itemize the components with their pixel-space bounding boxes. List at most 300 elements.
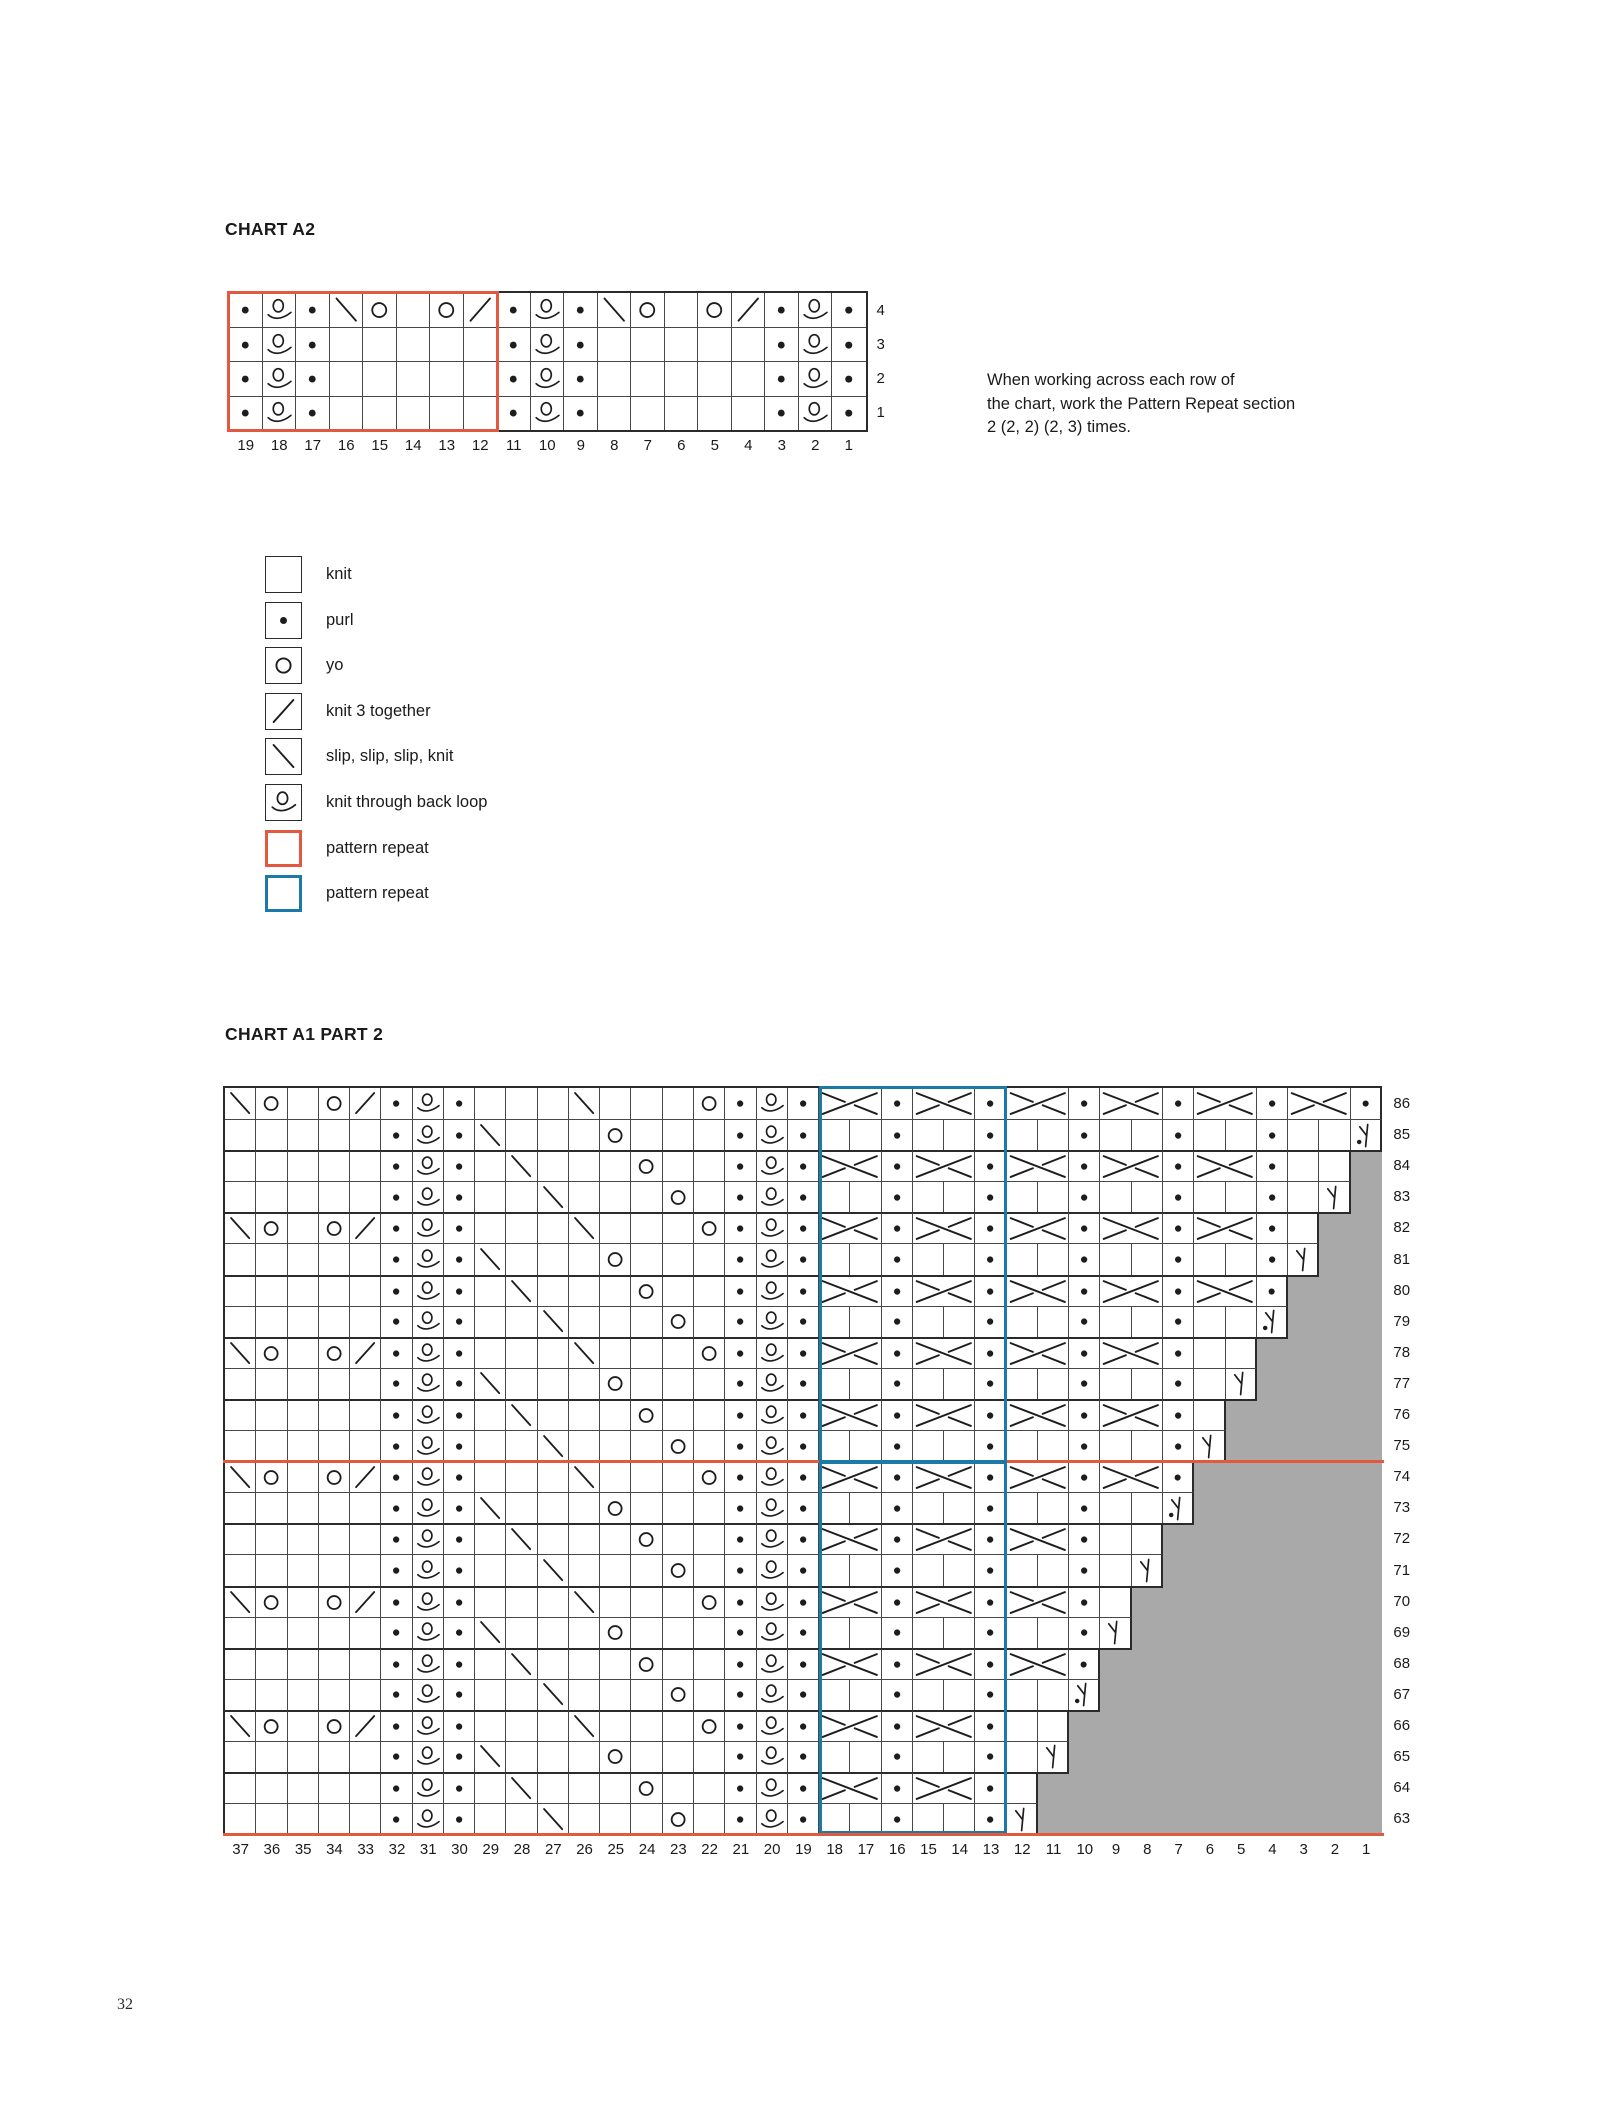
cell-knit (913, 1181, 944, 1212)
cell-purl (1163, 1430, 1194, 1461)
cell-knit (288, 1741, 319, 1772)
cell-knit (665, 293, 699, 327)
column-number: 13 (982, 1841, 1000, 1859)
chart-row-85 (225, 1119, 1382, 1150)
column-number: 14 (951, 1841, 969, 1859)
cell-knit (350, 1741, 381, 1772)
cell-knit (1319, 1119, 1350, 1150)
cell-knit (694, 1741, 725, 1772)
cell-knit (319, 1554, 350, 1585)
cell-purl (381, 1399, 412, 1430)
cell-cable-a (1100, 1150, 1163, 1181)
column-number: 24 (638, 1841, 656, 1859)
cell-purl (882, 1119, 913, 1150)
column-number: 3 (777, 436, 786, 454)
cell-sssk (538, 1679, 569, 1710)
cell-ktbl (263, 361, 297, 395)
cell-ktbl (413, 1399, 444, 1430)
row-number: 72 (1393, 1530, 1411, 1548)
row-number: 70 (1393, 1592, 1411, 1610)
cell-purl (296, 396, 330, 430)
cell-knit (288, 1119, 319, 1150)
cell-no-stitch (1163, 1803, 1194, 1834)
cell-sssk (506, 1772, 537, 1803)
cell-yo (698, 293, 732, 327)
cell-cable-a (913, 1523, 976, 1554)
cell-purl (1069, 1430, 1100, 1461)
cell-purl (788, 1523, 819, 1554)
cell-knit (1100, 1492, 1131, 1523)
cell-sssk (506, 1523, 537, 1554)
column-number: 2 (1330, 1841, 1340, 1859)
column-number: 23 (670, 1841, 687, 1859)
cell-sssk (506, 1399, 537, 1430)
cell-knit (631, 1430, 662, 1461)
cell-purl (765, 293, 799, 327)
cell-knit (330, 396, 364, 430)
cell-no-stitch (1351, 1306, 1382, 1337)
cell-purl (882, 1803, 913, 1834)
cell-knit (569, 1181, 600, 1212)
cell-purl (381, 1181, 412, 1212)
cell-knit (538, 1523, 569, 1554)
cell-purl (882, 1679, 913, 1710)
cell-no-stitch (1351, 1368, 1382, 1399)
cell-sssk (538, 1181, 569, 1212)
cell-purl (882, 1554, 913, 1585)
cell-knit (663, 1368, 694, 1399)
cell-knit (569, 1617, 600, 1648)
cell-sssk (475, 1617, 506, 1648)
cell-knit (663, 1523, 694, 1554)
cell-purl (1069, 1554, 1100, 1585)
column-number: 10 (538, 436, 556, 454)
cell-cable-b (1288, 1088, 1351, 1119)
cell-cable-b (1100, 1088, 1163, 1119)
cell-no-stitch (1319, 1617, 1350, 1648)
cell-sssk (538, 1803, 569, 1834)
cell-yo (663, 1679, 694, 1710)
cell-knit (1007, 1772, 1038, 1803)
cell-purl (765, 327, 799, 361)
cell-purl (497, 396, 531, 430)
cell-knit (944, 1430, 975, 1461)
cell-knit (569, 1803, 600, 1834)
cell-no-stitch (1226, 1710, 1257, 1741)
cell-ktbl (757, 1399, 788, 1430)
cell-purl (975, 1679, 1006, 1710)
cell-knit (538, 1492, 569, 1523)
cell-purl (975, 1710, 1006, 1741)
cell-purl (381, 1803, 412, 1834)
cell-k3tog (350, 1586, 381, 1617)
cell-knit (288, 1492, 319, 1523)
cell-purl (882, 1492, 913, 1523)
row-number: 78 (1393, 1343, 1411, 1361)
cell-sssk (475, 1119, 506, 1150)
cell-knit (819, 1679, 850, 1710)
cell-yo (631, 1772, 662, 1803)
cell-knit (819, 1554, 850, 1585)
cell-knit (350, 1368, 381, 1399)
cell-no-stitch (1351, 1679, 1382, 1710)
cell-purl (832, 361, 866, 395)
cell-purl (882, 1275, 913, 1306)
cell-ktbl (799, 396, 833, 430)
cell-knit (256, 1368, 287, 1399)
cell-cable-b (1007, 1399, 1070, 1430)
purl-icon (265, 602, 302, 639)
cell-purl (725, 1150, 756, 1181)
repeat-note-line: 2 (2, 2) (2, 3) times. (987, 418, 1131, 436)
cell-k3tog (350, 1212, 381, 1243)
column-number: 22 (701, 1841, 718, 1859)
chart-row-80 (225, 1275, 1382, 1306)
cell-no-stitch (1069, 1710, 1100, 1741)
cell-purl (1069, 1586, 1100, 1617)
cell-ktbl (757, 1741, 788, 1772)
cell-yo (319, 1586, 350, 1617)
chart-row-83 (225, 1181, 1382, 1212)
cell-sssk (538, 1554, 569, 1585)
cell-knit (1226, 1181, 1257, 1212)
cell-no-stitch (1194, 1679, 1225, 1710)
cell-purl (229, 396, 263, 430)
cell-knit (330, 327, 364, 361)
cell-knit (1038, 1181, 1069, 1212)
cell-decrease (1226, 1368, 1257, 1399)
column-number: 15 (920, 1841, 937, 1859)
column-number: 29 (482, 1841, 500, 1859)
cell-knit (288, 1586, 319, 1617)
cell-yo (256, 1461, 287, 1492)
cell-purl (1069, 1306, 1100, 1337)
cell-purl (444, 1586, 475, 1617)
cell-purl (975, 1741, 1006, 1772)
cell-ktbl (413, 1461, 444, 1492)
cell-knit (694, 1181, 725, 1212)
cell-knit (944, 1119, 975, 1150)
cell-ktbl (799, 327, 833, 361)
cell-knit (288, 1275, 319, 1306)
cell-knit (913, 1368, 944, 1399)
cell-no-stitch (1319, 1586, 1350, 1617)
repeat-note-line: When working across each row of (987, 371, 1235, 389)
cell-no-stitch (1351, 1212, 1382, 1243)
cell-purl (1069, 1461, 1100, 1492)
cell-ktbl (263, 327, 297, 361)
cell-knit (1132, 1430, 1163, 1461)
cell-no-stitch (1351, 1772, 1382, 1803)
cell-knit (1038, 1492, 1069, 1523)
cell-ktbl (757, 1492, 788, 1523)
cell-no-stitch (1288, 1554, 1319, 1585)
cell-knit (1132, 1306, 1163, 1337)
cell-knit (819, 1119, 850, 1150)
cell-knit (225, 1554, 256, 1585)
cell-cable-a (819, 1337, 882, 1368)
cell-knit (569, 1368, 600, 1399)
legend-label: knit 3 together (326, 701, 431, 720)
cell-knit (350, 1492, 381, 1523)
cell-purl (975, 1306, 1006, 1337)
cell-no-stitch (1257, 1772, 1288, 1803)
cell-yo (600, 1119, 631, 1150)
cell-purl (1257, 1181, 1288, 1212)
cell-cable-a (1007, 1461, 1070, 1492)
cell-no-stitch (1319, 1803, 1350, 1834)
cell-purl (725, 1554, 756, 1585)
cell-purl (444, 1150, 475, 1181)
cell-purl (1163, 1306, 1194, 1337)
cell-knit (288, 1181, 319, 1212)
column-number: 17 (304, 436, 322, 454)
cell-cable-b (819, 1399, 882, 1430)
row-number: 1 (876, 404, 885, 422)
cell-purl (975, 1461, 1006, 1492)
cell-knit (538, 1648, 569, 1679)
cell-no-stitch (1100, 1648, 1131, 1679)
cell-no-stitch (1351, 1399, 1382, 1430)
cell-no-stitch (1351, 1337, 1382, 1368)
column-number: 12 (471, 436, 489, 454)
cell-no-stitch (1132, 1586, 1163, 1617)
cell-knit (1007, 1679, 1038, 1710)
cell-knit (319, 1430, 350, 1461)
cell-purl (444, 1523, 475, 1554)
cell-no-stitch (1319, 1430, 1350, 1461)
cell-purl (975, 1430, 1006, 1461)
cell-knit (538, 1617, 569, 1648)
cell-knit (350, 1617, 381, 1648)
row-number: 67 (1393, 1685, 1411, 1703)
cell-ktbl (413, 1710, 444, 1741)
cell-no-stitch (1226, 1461, 1257, 1492)
cell-knit (225, 1803, 256, 1834)
cell-k3tog (464, 293, 498, 327)
cell-purl (444, 1741, 475, 1772)
cell-knit (1100, 1306, 1131, 1337)
cell-no-stitch (1351, 1150, 1382, 1181)
cell-knit (732, 396, 766, 430)
cell-no-stitch (1351, 1710, 1382, 1741)
cell-purl (725, 1243, 756, 1274)
cell-knit (225, 1243, 256, 1274)
cell-purl (564, 293, 598, 327)
cell-purl (381, 1337, 412, 1368)
cell-knit (944, 1181, 975, 1212)
cell-no-stitch (1351, 1243, 1382, 1274)
cell-yo (663, 1554, 694, 1585)
cell-purl (444, 1119, 475, 1150)
cell-purl (444, 1648, 475, 1679)
column-number: 26 (576, 1841, 593, 1859)
legend-label: slip, slip, slip, knit (326, 747, 454, 766)
cell-purl (1163, 1243, 1194, 1274)
cell-ktbl (531, 396, 565, 430)
cell-purl (1351, 1088, 1382, 1119)
cell-purl (1257, 1088, 1288, 1119)
cell-knit (288, 1368, 319, 1399)
cell-knit (600, 1648, 631, 1679)
cell-purl (725, 1368, 756, 1399)
cell-knit (319, 1648, 350, 1679)
cell-knit (600, 1523, 631, 1554)
cell-knit (850, 1306, 881, 1337)
row-number: 74 (1393, 1468, 1411, 1486)
cell-knit (1194, 1399, 1225, 1430)
cell-no-stitch (1319, 1399, 1350, 1430)
cell-no-stitch (1100, 1803, 1131, 1834)
column-number: 19 (795, 1841, 812, 1859)
cell-k3tog (350, 1337, 381, 1368)
cell-knit (1038, 1119, 1069, 1150)
cell-knit (288, 1399, 319, 1430)
cell-no-stitch (1132, 1648, 1163, 1679)
cell-knit (475, 1648, 506, 1679)
cell-k3tog (350, 1461, 381, 1492)
cell-ktbl (757, 1150, 788, 1181)
chart-row-81 (225, 1243, 1382, 1274)
cell-knit (319, 1772, 350, 1803)
cell-purl (882, 1648, 913, 1679)
cell-knit (256, 1679, 287, 1710)
cell-no-stitch (1163, 1617, 1194, 1648)
chart-a1-part2-title: CHART A1 PART 2 (225, 1024, 384, 1044)
cell-knit (569, 1741, 600, 1772)
cell-purl (444, 1399, 475, 1430)
column-number: 1 (1362, 1841, 1371, 1859)
cell-no-stitch (1351, 1461, 1382, 1492)
cell-ktbl (757, 1772, 788, 1803)
cell-no-stitch (1100, 1741, 1131, 1772)
cell-purl (975, 1617, 1006, 1648)
legend-label: yo (326, 656, 344, 675)
cell-no-stitch (1288, 1368, 1319, 1399)
cell-knit (819, 1306, 850, 1337)
cell-knit (288, 1088, 319, 1119)
cell-no-stitch (1226, 1772, 1257, 1803)
cell-no-stitch (1132, 1710, 1163, 1741)
cell-purl (882, 1399, 913, 1430)
cell-purl (725, 1399, 756, 1430)
cell-purl (381, 1243, 412, 1274)
cell-knit (256, 1803, 287, 1834)
cell-knit (569, 1150, 600, 1181)
cell-knit (538, 1368, 569, 1399)
cell-purl (497, 327, 531, 361)
row-number: 69 (1393, 1623, 1411, 1641)
cell-knit (538, 1150, 569, 1181)
cell-knit (430, 361, 464, 395)
cell-knit (319, 1368, 350, 1399)
cell-purl (1163, 1399, 1194, 1430)
cell-sssk (538, 1430, 569, 1461)
cell-knit (663, 1617, 694, 1648)
cell-knit (475, 1772, 506, 1803)
cell-knit (225, 1275, 256, 1306)
cell-knit (913, 1679, 944, 1710)
cell-purl (725, 1306, 756, 1337)
cell-ktbl (757, 1306, 788, 1337)
cell-cable-a (819, 1461, 882, 1492)
cell-ktbl (413, 1212, 444, 1243)
cell-knit (569, 1648, 600, 1679)
cell-knit (631, 1803, 662, 1834)
chart-row-65 (225, 1741, 1382, 1772)
cell-knit (538, 1772, 569, 1803)
cell-ktbl (413, 1368, 444, 1399)
cell-ktbl (757, 1679, 788, 1710)
cell-knit (1007, 1492, 1038, 1523)
cell-knit (225, 1306, 256, 1337)
chart-row-82 (225, 1212, 1382, 1243)
cell-knit (944, 1492, 975, 1523)
cell-knit (475, 1803, 506, 1834)
cell-cable-a (1007, 1586, 1070, 1617)
cell-knit (631, 1368, 662, 1399)
cell-yo (600, 1368, 631, 1399)
cell-purl (1069, 1088, 1100, 1119)
cell-purl (381, 1492, 412, 1523)
cell-no-stitch (1194, 1523, 1225, 1554)
cell-purl (788, 1088, 819, 1119)
cell-ktbl (413, 1554, 444, 1585)
chart-row-1 (229, 396, 866, 430)
cell-no-stitch (1194, 1586, 1225, 1617)
cell-no-stitch (1132, 1772, 1163, 1803)
cell-knit (732, 327, 766, 361)
cell-purl (1163, 1150, 1194, 1181)
legend-item-ro (265, 830, 487, 867)
cell-decrease-purl (1257, 1306, 1288, 1337)
cell-decrease (1319, 1181, 1350, 1212)
cell-purl (1163, 1119, 1194, 1150)
cell-purl (975, 1772, 1006, 1803)
cell-purl (725, 1523, 756, 1554)
column-number: 11 (1045, 1841, 1062, 1859)
cell-ktbl (757, 1368, 788, 1399)
cell-knit (1194, 1181, 1225, 1212)
cell-knit (819, 1243, 850, 1274)
cell-no-stitch (1100, 1710, 1131, 1741)
cell-no-stitch (1351, 1181, 1382, 1212)
cell-purl (381, 1523, 412, 1554)
cell-purl (1163, 1461, 1194, 1492)
cell-knit (363, 327, 397, 361)
cell-purl (788, 1741, 819, 1772)
cell-knit (319, 1119, 350, 1150)
cell-ktbl (413, 1150, 444, 1181)
cell-cable-b (913, 1710, 976, 1741)
cell-no-stitch (1038, 1772, 1069, 1803)
cell-purl (1163, 1275, 1194, 1306)
cell-knit (1038, 1679, 1069, 1710)
cell-yo (694, 1212, 725, 1243)
cell-knit (475, 1150, 506, 1181)
cell-knit (538, 1710, 569, 1741)
legend-item-k3 (265, 693, 487, 730)
cell-no-stitch (1351, 1554, 1382, 1585)
legend-item-knit (265, 556, 487, 593)
cell-knit (694, 1399, 725, 1430)
cell-knit (350, 1306, 381, 1337)
row-number: 66 (1393, 1717, 1411, 1735)
cell-no-stitch (1257, 1710, 1288, 1741)
cell-cable-b (1194, 1275, 1257, 1306)
cell-yo (600, 1741, 631, 1772)
cell-purl (975, 1150, 1006, 1181)
